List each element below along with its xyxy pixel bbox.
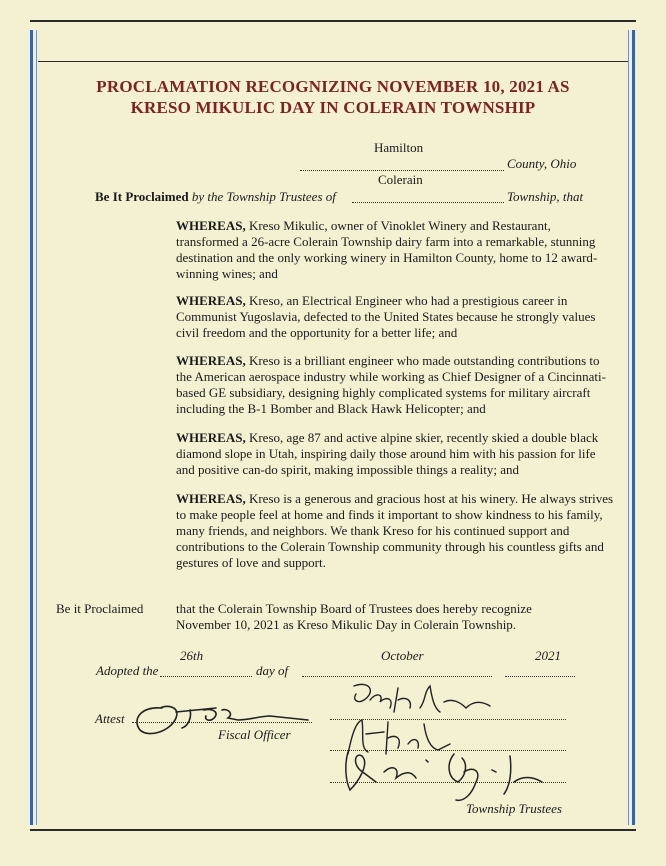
- whereas-paragraph-1: [176, 218, 616, 282]
- township-dotted-line: [352, 202, 504, 203]
- whereas-paragraph-3: [176, 353, 616, 417]
- township-trustees-label: Township Trustees: [466, 801, 562, 816]
- resolution-label: Be it Proclaimed: [56, 601, 144, 616]
- whereas-text: Kreso is a brilliant engineer who made outstanding contributions to the American aerospace industry while working as Chief Designer of a Cincinnati-based GE subsidiary, designing highly complicated systems for military aircraft including the B-1 Bomber and Black Hawk Helicopter; and: [176, 353, 606, 416]
- township-name: Colerain: [378, 172, 423, 187]
- whereas-text: Kreso is a generous and gracious host at his winery. He always strives to make people feel at home and finds it important to show kindness to his family, many friends, and neighbors. We thank Kreso for his continued support and contributions to the Colerain Township community through his countless gifts and gestures of love and support.: [176, 491, 614, 570]
- county-dotted-line: [300, 170, 504, 171]
- whereas-lead: WHEREAS,: [176, 353, 246, 368]
- top-border-rule: [30, 20, 636, 22]
- title-line-2: KRESO MIKULIC DAY IN COLERAIN TOWNSHIP: [130, 98, 536, 117]
- trustee-signature-3: [336, 742, 556, 812]
- county-name: Hamilton: [374, 140, 424, 155]
- adopted-day-dotted-line: [160, 676, 252, 677]
- bottom-border-rule: [30, 829, 636, 831]
- whereas-paragraph-4: [176, 430, 616, 478]
- adopted-label: Adopted the: [96, 663, 159, 678]
- title-line-1: PROCLAMATION RECOGNIZING NOVEMBER 10, 2021 AS: [96, 77, 570, 96]
- left-border: [30, 30, 33, 825]
- county-suffix: County, Ohio: [507, 156, 577, 171]
- adopted-day: 26th: [180, 648, 204, 663]
- whereas-lead: WHEREAS,: [176, 491, 246, 506]
- whereas-lead: WHEREAS,: [176, 430, 246, 445]
- attest-label: Attest: [95, 711, 125, 726]
- whereas-text: Kreso Mikulic, owner of Vinoklet Winery and Restaurant, transformed a 26-acre Colerain Township dairy farm into a remarkable, stunning destination and the only working winery in Hamilton County, home to 12 award-winning wines; and: [176, 218, 598, 281]
- be-it-proclaimed-label: [95, 189, 336, 205]
- township-suffix: Township, that: [507, 189, 584, 204]
- whereas-paragraph-5: [176, 491, 616, 571]
- adopted-month: October: [381, 648, 424, 663]
- adopted-year: 2021: [535, 648, 561, 663]
- right-border-inner: [628, 30, 629, 825]
- top-inner-rule: [38, 61, 628, 62]
- day-of-label: day of: [256, 663, 289, 678]
- adopted-month-dotted-line: [302, 676, 492, 677]
- adopted-year-dotted-line: [505, 676, 575, 677]
- proclamation-title: [0, 76, 666, 118]
- resolution-line-2: November 10, 2021 as Kreso Mikulic Day in Colerain Township.: [176, 617, 517, 632]
- whereas-text: Kreso, an Electrical Engineer who had a prestigious career in Communist Yugoslavia, defected to the United States because he strongly values civil freedom and the opportunity for a better life; and: [176, 293, 596, 340]
- whereas-lead: WHEREAS,: [176, 218, 246, 233]
- fiscal-officer-label: Fiscal Officer: [218, 727, 291, 742]
- right-border: [632, 30, 635, 825]
- resolution-line-1: that the Colerain Township Board of Trustees does hereby recognize: [176, 601, 532, 616]
- left-border-inner: [36, 30, 37, 825]
- fiscal-officer-signature: [130, 698, 310, 738]
- proclaimed-label-bold: Be It Proclaimed: [95, 189, 189, 204]
- whereas-paragraph-2: [176, 293, 616, 341]
- by-trustees-text: by the Township Trustees of: [191, 189, 336, 204]
- whereas-text: Kreso, age 87 and active alpine skier, recently skied a double black diamond slope in Utah, inspiring daily those around him with his passion for life and positive can-do spirit, making impossible things a reality; and: [176, 430, 599, 477]
- whereas-lead: WHEREAS,: [176, 293, 246, 308]
